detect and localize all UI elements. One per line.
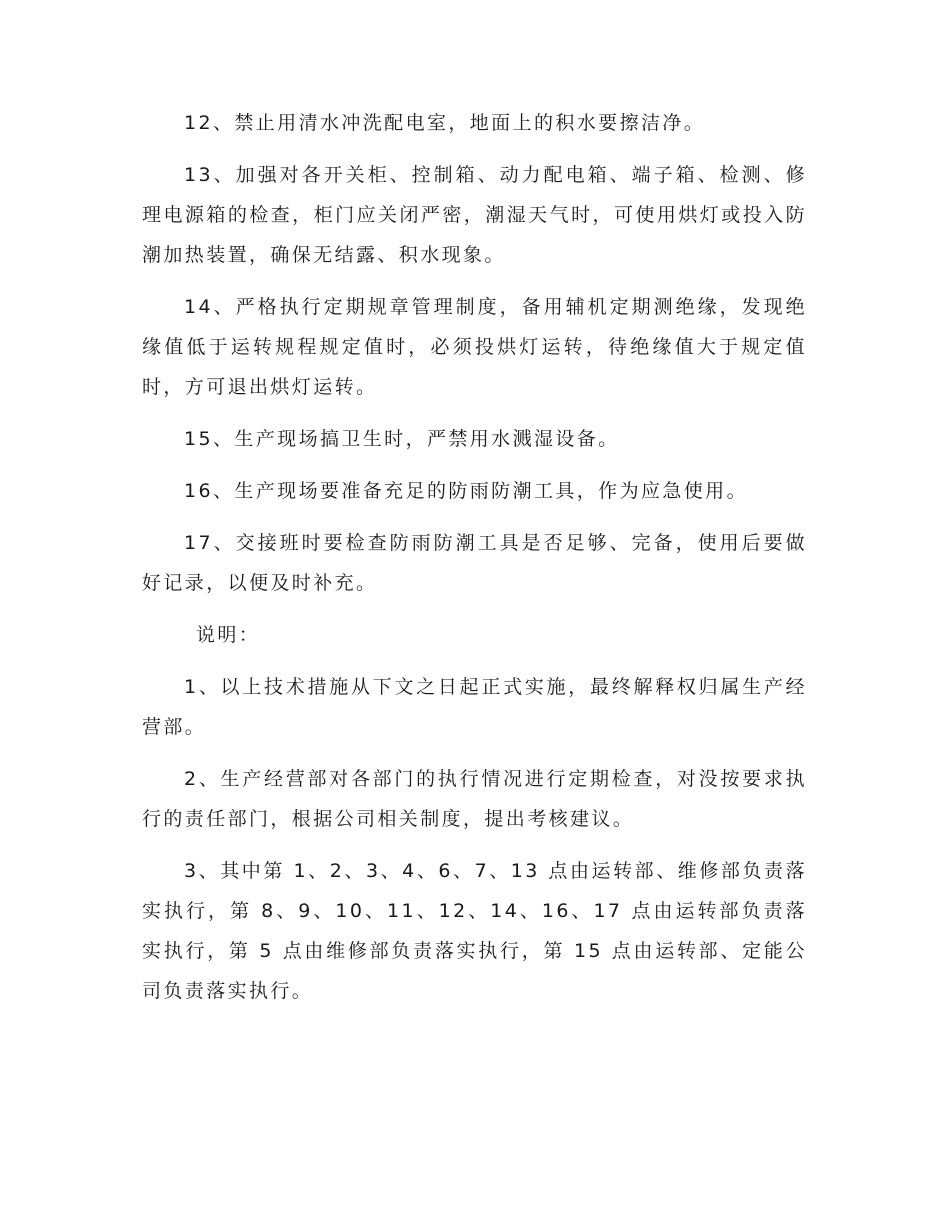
note-2: 2、生产经营部对各部门的执行情况进行定期检查，对没按要求执行的责任部门，根据公司相关制度，提出考核建议。 [142,768,807,830]
note-3: 3、其中第 1、2、3、4、6、7、13 点由运转部、维修部负责落实执行，第 8、9、10、11、12、14、16、17 点由运转部负责落实执行，第 5 点由维修部负责落实执行，第 15 点由运转部、定能公司负责落实执行。 [142,860,807,1002]
item-14: 14、严格执行定期规章管理制度，备用辅机定期测绝缘，发现绝缘值低于运转规程规定值时，必须投烘灯运转，待绝缘值大于规定值时，方可退出烘灯运转。 [142,296,807,398]
notes-heading: 说明： [196,624,261,646]
item-12: 12、禁止用清水冲洗配电室，地面上的积水要擦洁净。 [184,112,706,134]
item-17: 17、交接班时要检查防雨防潮工具是否足够、完备，使用后要做好记录，以便及时补充。 [142,532,807,594]
item-15: 15、生产现场搞卫生时，严禁用水溅湿设备。 [184,428,620,450]
item-16: 16、生产现场要准备充足的防雨防潮工具，作为应急使用。 [184,480,748,502]
document-body [142,103,807,1023]
item-13: 13、加强对各开关柜、控制箱、动力配电箱、端子箱、检测、修理电源箱的检查，柜门应关闭严密，潮湿天气时，可使用烘灯或投入防潮加热装置，确保无结露、积水现象。 [142,164,807,266]
note-1: 1、以上技术措施从下文之日起正式实施，最终解释权归属生产经营部。 [142,676,807,738]
